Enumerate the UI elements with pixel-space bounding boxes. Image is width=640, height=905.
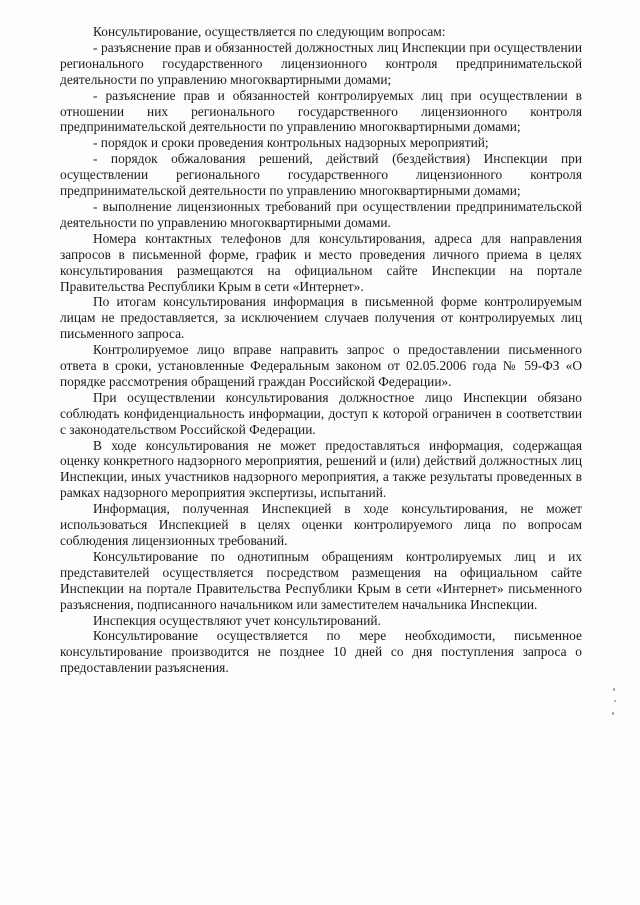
list-item-appeal: - порядок обжалования решений, действий (бездействия) Инспекции при осуществлении регионального государственного лицензионного контроля предпринимательской деятельности по управлению многоквартирными домами; bbox=[60, 151, 582, 199]
paragraph-same-type-requests: Консультирование по однотипным обращениям контролируемых лиц и их представителей осуществляется посредством размещения на официальном сайте Инспекции на портале Правительства Республики Крым в сети «Интернет» письменного разъяснения, подписанного начальником или заместителем начальника Инспекции. bbox=[60, 548, 582, 612]
paragraph-accounting: Инспекция осуществляют учет консультирований. bbox=[93, 612, 381, 628]
paragraph-restrictions: В ходе консультирования не может предоставляться информация, содержащая оценку конкретного надзорного мероприятия, решений и (или) действий должностных лиц Инспекции, иных участников надзорного мероприятия, а также результаты проведенных в рамках надзорного мероприятия экспертизы, испытаний. bbox=[60, 437, 582, 501]
scan-speck bbox=[613, 688, 615, 691]
paragraph-information-use: Информация, полученная Инспекцией в ходе консультирования, не может использоваться Инспекцией в целях оценки контролируемого лица по вопросам соблюдения лицензионных требований. bbox=[60, 501, 582, 548]
list-item-rights-inspection: - разъяснение прав и обязанностей должностных лиц Инспекции при осуществлении регионального государственного лицензионного контроля предпринимательской деятельности по управлению многоквартирными домами; bbox=[60, 39, 582, 87]
scan-speck bbox=[614, 700, 616, 702]
list-item-rights-controlled: - разъяснение прав и обязанностей контролируемых лиц при осуществлении в отношении них регионального государственного лицензионного контроля предпринимательской деятельности по управлению многоквартирными домами; bbox=[60, 87, 582, 135]
paragraph-request: Контролируемое лицо вправе направить запрос о предоставлении письменного ответа в сроки, установленные Федеральным законом от 02.05.2006 года № 59-ФЗ «О порядке рассмотрения обращений граждан Российской Федерации». bbox=[60, 342, 582, 389]
list-item-procedure: - порядок и сроки проведения контрольных надзорных мероприятий; bbox=[93, 135, 489, 151]
paragraph-intro: Консультирование, осуществляется по следующим вопросам: bbox=[93, 24, 446, 39]
paragraph-timing: Консультирование осуществляется по мере необходимости, письменное консультирование производится не позднее 10 дней со дня поступления запроса о предоставлении разъяснения. bbox=[60, 628, 582, 676]
list-item-license-requirements: - выполнение лицензионных требований при осуществлении предпринимательской деятельности по управлению многоквартирными домами. bbox=[60, 198, 582, 230]
paragraph-confidentiality: При осуществлении консультирования должностное лицо Инспекции обязано соблюдать конфиденциальность информации, доступ к которой ограничен в соответствии с законодательством Российской Федерации. bbox=[60, 389, 582, 437]
scan-speck bbox=[612, 712, 614, 715]
document-body bbox=[60, 24, 582, 676]
paragraph-results: По итогам консультирования информация в письменной форме контролируемым лицам не предоставляется, за исключением случаев получения от контролируемых лиц письменного запроса. bbox=[60, 294, 582, 342]
paragraph-contacts: Номера контактных телефонов для консультирования, адреса для направления запросов в письменной форме, график и место проведения личного приема в целях консультирования размещаются на официальном сайте Инспекции на портале Правительства Республики Крым в сети «Интернет». bbox=[60, 230, 582, 294]
